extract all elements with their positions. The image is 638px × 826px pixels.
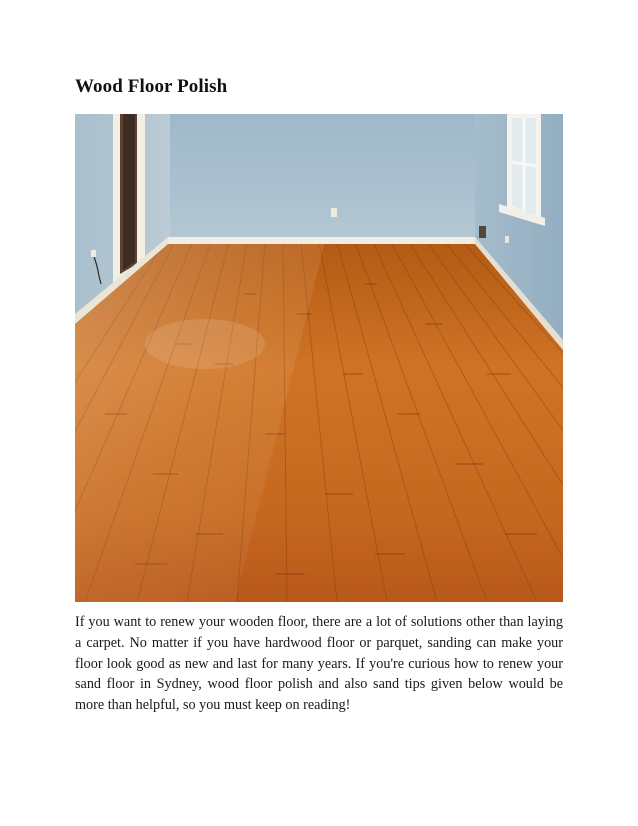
page-title: Wood Floor Polish [75,76,228,97]
wood-floor-photo [75,114,563,602]
body-paragraph: If you want to renew your wooden floor, there are a lot of solutions other than laying a carpet. No matter if you have hardwood floor or parquet, sanding can make your floor look good as new and last for many years. If you're curious how to renew your sand floor in Sydney, wood floor polish and also sand tips given below would be more than helpful, so you must keep on reading! [75,614,563,714]
